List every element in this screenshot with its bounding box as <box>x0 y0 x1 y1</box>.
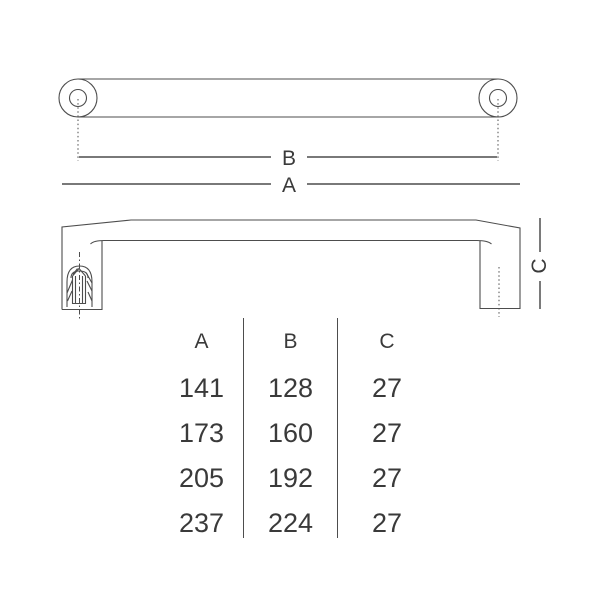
table-cell-a-2: 205 <box>178 463 225 493</box>
handle-inner-edge <box>91 241 492 245</box>
table-cell-c-2: 27 <box>371 463 403 493</box>
dimension-b <box>79 147 497 170</box>
table-cell-a-1: 173 <box>178 418 225 448</box>
table-cell-b-2: 192 <box>267 463 314 493</box>
screw-socket-detail <box>67 252 92 321</box>
table-cell-c-0: 27 <box>371 373 403 403</box>
table-cell-c-3: 27 <box>371 508 403 538</box>
table-column-b <box>243 318 337 538</box>
table-cell-b-3: 224 <box>267 508 314 538</box>
dim-c-label: C <box>528 258 551 274</box>
table-cell-a-0: 141 <box>178 373 225 403</box>
table-cell-b-0: 128 <box>267 373 314 403</box>
column-b-header: B <box>283 330 298 353</box>
handle-outer-profile <box>62 220 520 310</box>
table-cell-b-1: 160 <box>267 418 314 448</box>
table-cell-c-1: 27 <box>371 418 403 448</box>
dim-b-label: B <box>281 147 297 170</box>
dimensions-table <box>160 318 436 538</box>
dimension-c <box>528 218 551 309</box>
section-hatching <box>67 269 92 302</box>
table-column-c <box>337 318 436 538</box>
dimension-a <box>62 174 520 197</box>
table-cell-a-3: 237 <box>178 508 225 538</box>
column-a-header: A <box>194 330 209 353</box>
table-column-a <box>160 318 243 538</box>
side-view <box>62 220 520 321</box>
dim-a-label: A <box>281 174 297 197</box>
column-c-header: C <box>379 330 395 353</box>
